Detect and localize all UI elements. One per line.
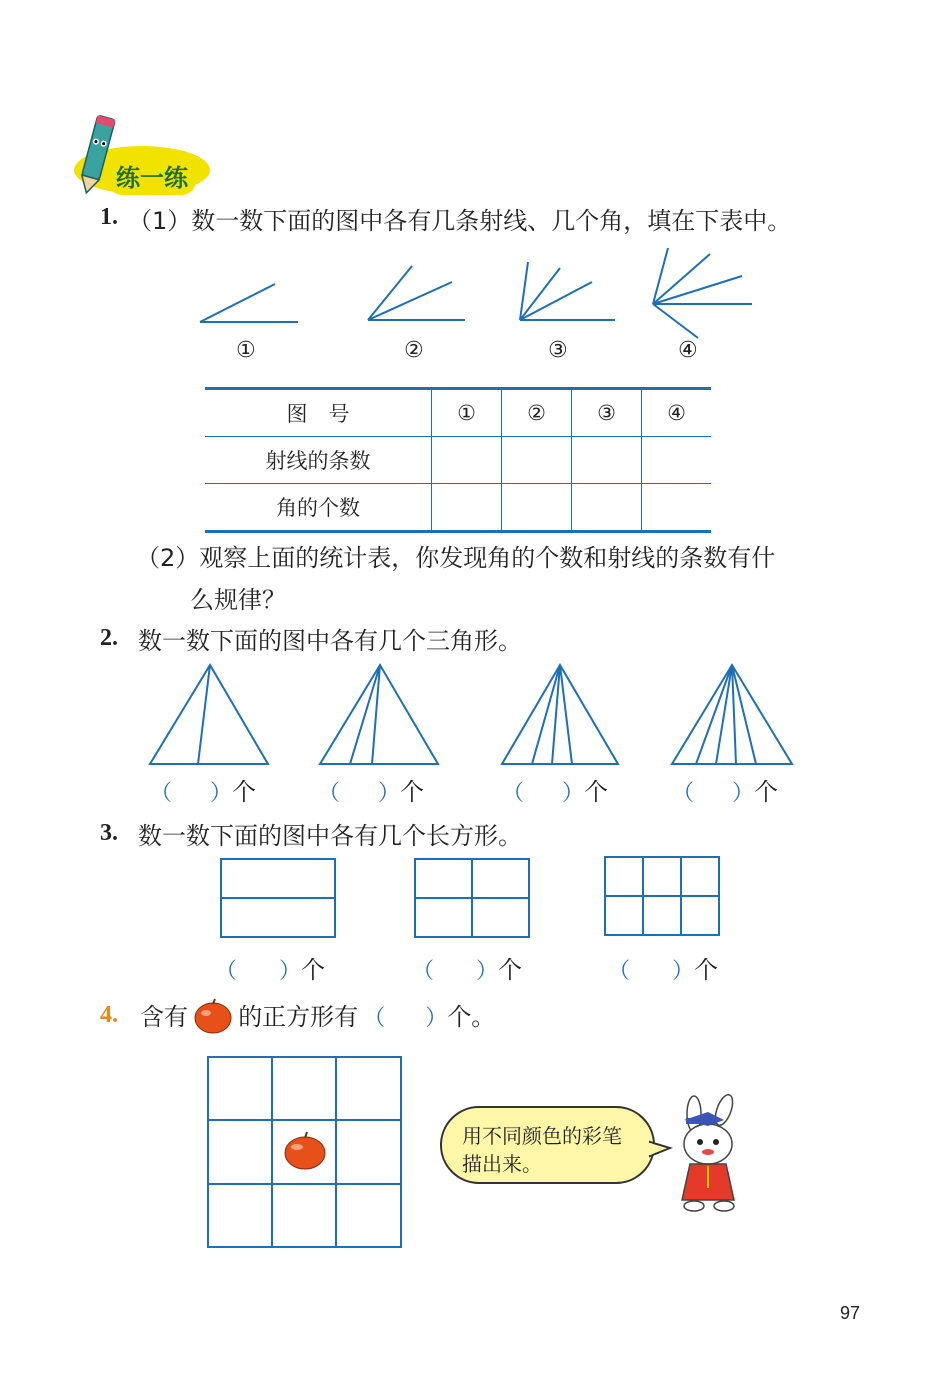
question-4-text xyxy=(140,997,495,1034)
table-header-cell: ② xyxy=(502,389,572,437)
rectangle-figure-2 xyxy=(415,859,529,937)
ray-figure-1 xyxy=(200,284,298,322)
close-paren: ） xyxy=(425,1006,448,1031)
table-row xyxy=(205,437,711,484)
triangle-figure-2 xyxy=(320,665,438,764)
table-header-cell: 图 号 xyxy=(286,402,350,426)
q3-answer-1[interactable] xyxy=(215,950,325,985)
question-2-text: 数一数下面的图中各有几个三角形。 xyxy=(138,627,522,655)
ray-figure-3 xyxy=(520,262,615,320)
question-2-number: 2. xyxy=(100,625,118,651)
question-4-number: 4. xyxy=(100,1002,118,1028)
unit-label: 个 xyxy=(694,956,719,984)
answer-cell[interactable] xyxy=(432,437,502,484)
q4-text-after: 的正方形有 xyxy=(238,1003,359,1031)
open-paren: （ xyxy=(502,781,525,806)
close-paren: ） xyxy=(732,781,755,806)
close-paren: ） xyxy=(378,781,401,806)
open-paren: （ xyxy=(363,1006,386,1031)
unit-label: 个 xyxy=(301,956,326,984)
tip-bubble: 用不同颜色的彩笔描出来。 xyxy=(440,1106,655,1184)
triangle-figure-1 xyxy=(150,665,268,764)
unit-label: 个 xyxy=(584,778,609,806)
rectangle-figure-1 xyxy=(221,859,335,937)
rays-figures xyxy=(190,240,770,340)
close-paren: ） xyxy=(672,959,695,984)
triangle-figure-3 xyxy=(502,665,618,764)
table-row-label: 角的个数 xyxy=(205,484,432,532)
question-3-text: 数一数下面的图中各有几个长方形。 xyxy=(138,822,522,850)
unit-label: 个 xyxy=(232,778,257,806)
question-1-part2-line1: （2）观察上面的统计表，你发现角的个数和射线的条数有什 xyxy=(136,544,776,572)
question-3-number: 3. xyxy=(100,820,118,846)
answer-cell[interactable] xyxy=(572,484,642,532)
figure-label-1: ① xyxy=(236,338,256,363)
table-header-cell: ④ xyxy=(642,389,712,437)
rectangle-figures xyxy=(215,853,725,941)
close-paren: ） xyxy=(210,781,233,806)
triangle-figure-4 xyxy=(672,665,792,764)
question-1-part2-line2: 么规律？ xyxy=(190,586,286,614)
unit-label: 个 xyxy=(400,778,425,806)
apple-icon xyxy=(193,998,233,1034)
close-paren: ） xyxy=(562,781,585,806)
table-row-label: 射线的条数 xyxy=(205,437,432,484)
ray-figure-4 xyxy=(653,248,752,338)
grid-apple-icon xyxy=(285,1132,325,1169)
table-header-cell: ③ xyxy=(572,389,642,437)
rectangle-figure-3 xyxy=(605,857,719,935)
table-header-row xyxy=(205,389,711,437)
figure-label-4: ④ xyxy=(678,338,698,363)
triangle-figures xyxy=(140,660,820,770)
answer-cell[interactable] xyxy=(432,484,502,532)
q2-answer-2[interactable] xyxy=(318,772,424,807)
q2-answer-4[interactable] xyxy=(672,772,778,807)
answer-cell[interactable] xyxy=(572,437,642,484)
open-paren: （ xyxy=(412,959,435,984)
q3-answer-2[interactable] xyxy=(412,950,522,985)
q2-answer-1[interactable] xyxy=(150,772,256,807)
answer-cell[interactable] xyxy=(642,484,712,532)
page-number: 97 xyxy=(840,1303,861,1323)
open-paren: （ xyxy=(318,781,341,806)
grid-figure xyxy=(205,1054,405,1250)
figure-label-3: ③ xyxy=(548,338,568,363)
open-paren: （ xyxy=(150,781,173,806)
unit-label: 个 xyxy=(498,956,523,984)
open-paren: （ xyxy=(608,959,631,984)
answer-cell[interactable] xyxy=(642,437,712,484)
rabbit-mascot-icon xyxy=(664,1096,750,1216)
answer-cell[interactable] xyxy=(502,437,572,484)
unit-label: 个 xyxy=(754,778,779,806)
answer-cell[interactable] xyxy=(502,484,572,532)
table-header-cell: ① xyxy=(432,389,502,437)
question-1-number: 1. xyxy=(100,204,118,230)
open-paren: （ xyxy=(672,781,695,806)
open-paren: （ xyxy=(215,959,238,984)
q2-answer-3[interactable] xyxy=(502,772,608,807)
table-row xyxy=(205,484,711,532)
close-paren: ） xyxy=(279,959,302,984)
close-paren: ） xyxy=(476,959,499,984)
q3-answer-3[interactable] xyxy=(608,950,718,985)
question-1-part1-text: （1）数一数下面的图中各有几条射线、几个角，填在下表中。 xyxy=(128,207,792,235)
section-title: 练一练 xyxy=(108,156,196,195)
statistics-table xyxy=(205,387,711,533)
figure-label-2: ② xyxy=(404,338,424,363)
q4-tail: 个。 xyxy=(447,1003,496,1031)
q4-text-before: 含有 xyxy=(140,1003,188,1031)
ray-figure-2 xyxy=(368,266,465,320)
